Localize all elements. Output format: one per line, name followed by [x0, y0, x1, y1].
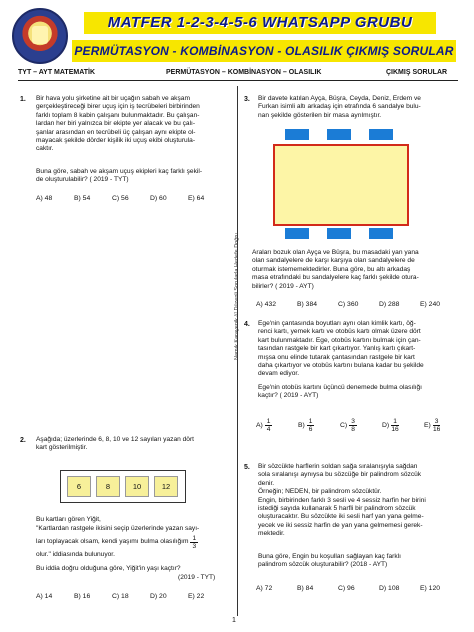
- q3-option-a[interactable]: A) 432: [256, 301, 277, 308]
- q2-fraction-num: 1: [192, 535, 197, 542]
- seat-top-middle: [327, 129, 351, 140]
- q2-source: (2019 - TYT): [178, 574, 216, 581]
- q2-number: 2.: [20, 437, 26, 444]
- q4-question: Ege'nin otobüs kartını üçüncü denemede bulma olasılığı kaçtır? ( 2019 - AYT): [258, 384, 423, 400]
- card-1: 6: [67, 476, 91, 497]
- q3-text-2: Araları bozuk olan Ayça ve Büşra, bu masadaki yan yana olan sandalyelere de karşı karşıya olan sandalyelere de oturmak istememektedirler. Buna göre, bu altı arkadaş masa etrafındaki bu sandalyelere kaç farklı şekilde otura- bilirler? ( 2019 - AYT): [252, 249, 419, 290]
- q3-number: 3.: [244, 96, 250, 103]
- q1-option-b[interactable]: B) 54: [74, 195, 91, 202]
- q1-option-c[interactable]: C) 56: [112, 195, 129, 202]
- q2-quote-3: ları toplayacak olsam, kendi yaşımı bulma olasılığım: [36, 538, 189, 546]
- side-credit: Namık Karayenik /// Düzenli Sorularla Hedefe Doğru: [234, 232, 240, 360]
- header-topic: PERMÜTASYON – KOMBİNASYON – OLASILIK: [166, 69, 322, 76]
- q1-question: Buna göre, sabah ve akşam uçuş ekipleri kaç farklı şekil- de oluşturulabilir? ( 2019 - TYT): [36, 168, 203, 184]
- q5-question: Buna göre, Engin bu koşulları sağlayan kaç farklı palindrom sözcük oluşturabilir? (2018 - AYT): [258, 553, 401, 569]
- q5-number: 5.: [244, 464, 250, 471]
- q2-quote-4: olur." iddiasında bulunuyor.: [36, 551, 115, 558]
- q5-option-d[interactable]: D) 108: [379, 585, 400, 592]
- seat-bottom-left: [285, 228, 309, 239]
- q2-quote-3-line: [36, 535, 236, 550]
- table-shape: [273, 144, 409, 226]
- banner-subtitle: PERMÜTASYON - KOMBİNASYON - OLASILIK ÇIKMIŞ SORULAR: [72, 40, 456, 62]
- q4-option-c[interactable]: C) $\frac{3}{8}$: [340, 418, 355, 433]
- q4-option-e[interactable]: E) $\frac{3}{16}$: [424, 418, 441, 433]
- q2-options: [36, 593, 226, 600]
- q2-option-d[interactable]: D) 20: [150, 593, 167, 600]
- card-3: 10: [125, 476, 149, 497]
- header-subject: TYT – AYT MATEMATİK: [18, 69, 95, 76]
- q2-text: Aşağıda; üzerlerinde 6, 8, 10 ve 12 sayıları yazan dört kart gösterilmiştir.: [36, 436, 194, 452]
- seat-bottom-middle: [327, 228, 351, 239]
- q2-option-b[interactable]: B) 16: [74, 593, 91, 600]
- q3-option-e[interactable]: E) 240: [420, 301, 441, 308]
- q2-fraction: [190, 535, 198, 550]
- q3-option-d[interactable]: D) 288: [379, 301, 400, 308]
- q2-quote-2: "Kartlardan rastgele ikisini seçip üzerlerinde yazan sayı-: [36, 525, 200, 532]
- card-4: 12: [154, 476, 178, 497]
- q4-option-d[interactable]: D) $\frac{1}{16}$: [382, 418, 399, 433]
- q2-option-c[interactable]: C) 18: [112, 593, 129, 600]
- seat-top-left: [285, 129, 309, 140]
- q3-options: [256, 301, 461, 308]
- banner-title: MATFER 1-2-3-4-5-6 WHATSAPP GRUBU: [84, 12, 436, 34]
- header-bar: [18, 66, 458, 81]
- q1-options: [36, 195, 226, 202]
- q2-question: Bu iddia doğru olduğuna göre, Yiğit'in yaşı kaçtır?: [36, 565, 181, 572]
- q5-options: [256, 585, 461, 592]
- q5-option-c[interactable]: C) 96: [338, 585, 355, 592]
- q2-fraction-den: 3: [192, 543, 197, 550]
- q1-option-a[interactable]: A) 48: [36, 195, 53, 202]
- card-2: 8: [96, 476, 120, 497]
- q5-option-a[interactable]: A) 72: [256, 585, 273, 592]
- school-logo: [12, 8, 68, 64]
- q1-text: Bir hava yolu şirketine ait bir uçağın sabah ve akşam gerçekleştireceği birer uçuş için iş tecrübeleri birbirinden farklı toplam 8 kabin çalışanı bulunmaktadır. Bu çalışan- lardan her biri yalnızca bir ekipte yer alacak ve bu çalı- şanlar arasından en tecrübeli üç çalışan aynı ekipte ol- mayacak şekilde dörder kişilik iki uçuş ekibi oluşturula- caktır.: [36, 95, 200, 153]
- page-number: 1: [232, 617, 236, 624]
- header-type: ÇIKMIŞ SORULAR: [386, 69, 448, 76]
- q2-quote-1: Bu kartları gören Yiğit,: [36, 516, 101, 523]
- q4-option-a[interactable]: A) $\frac{1}{4}$: [256, 418, 271, 433]
- seat-top-right: [369, 129, 393, 140]
- q1-option-e[interactable]: E) 64: [188, 195, 205, 202]
- number-cards: [60, 470, 186, 503]
- q1-number: 1.: [20, 96, 26, 103]
- q4-number: 4.: [244, 321, 250, 328]
- q3-option-b[interactable]: B) 384: [297, 301, 318, 308]
- q3-option-c[interactable]: C) 360: [338, 301, 359, 308]
- q5-option-e[interactable]: E) 120: [420, 585, 441, 592]
- q3-text: Bir davete katılan Ayça, Büşra, Ceyda, Deniz, Erdem ve Furkan isimli altı arkadaş için etrafında 6 sandalye bulu- nan şekilde gösterilen bir masa ayrılmıştır.: [258, 95, 421, 119]
- q4-option-b[interactable]: B) $\frac{1}{6}$: [298, 418, 313, 433]
- q5-text: Bir sözcükte harflerin soldan sağa sıralanışıyla sağdan sola sıralanışı aynıysa bu sözcüğe bir palindrom sözcük denir. Örneğin; NEDEN, bir palindrom sözcüktür. Engin, birbirinden farklı 3 sesli ve 4 sessiz harfin her birini istediği sayıda kullanarak 5 harfli bir palindrom sözcük oluşturacaktır. Bu sözcükte iki sesli harf yan yana gelme- yecek ve iki sessiz harfin de yan yana gelmemesi gerek- mektedir.: [258, 463, 426, 538]
- q4-options: [256, 418, 466, 433]
- seat-bottom-right: [369, 228, 393, 239]
- q2-option-e[interactable]: E) 22: [188, 593, 205, 600]
- q5-option-b[interactable]: B) 84: [297, 585, 314, 592]
- q2-option-a[interactable]: A) 14: [36, 593, 53, 600]
- q4-text: Ege'nin çantasında boyutları aynı olan kimlik kartı, öğ- renci kartı, yemek kartı ve otobüs kartı olmak üzere dört kart bulunmaktadır. Ege, otobüs kartını bulmak için çan- tasından rastgele bir kart çıkartıyor. Yanlış kartı çıkart- mışsa onu elinde tutarak çantasından rastgele bir kart daha çıkartıyor ve otobüs kartını bulana kadar bu şekilde devam ediyor.: [258, 320, 424, 378]
- q1-option-d[interactable]: D) 60: [150, 195, 167, 202]
